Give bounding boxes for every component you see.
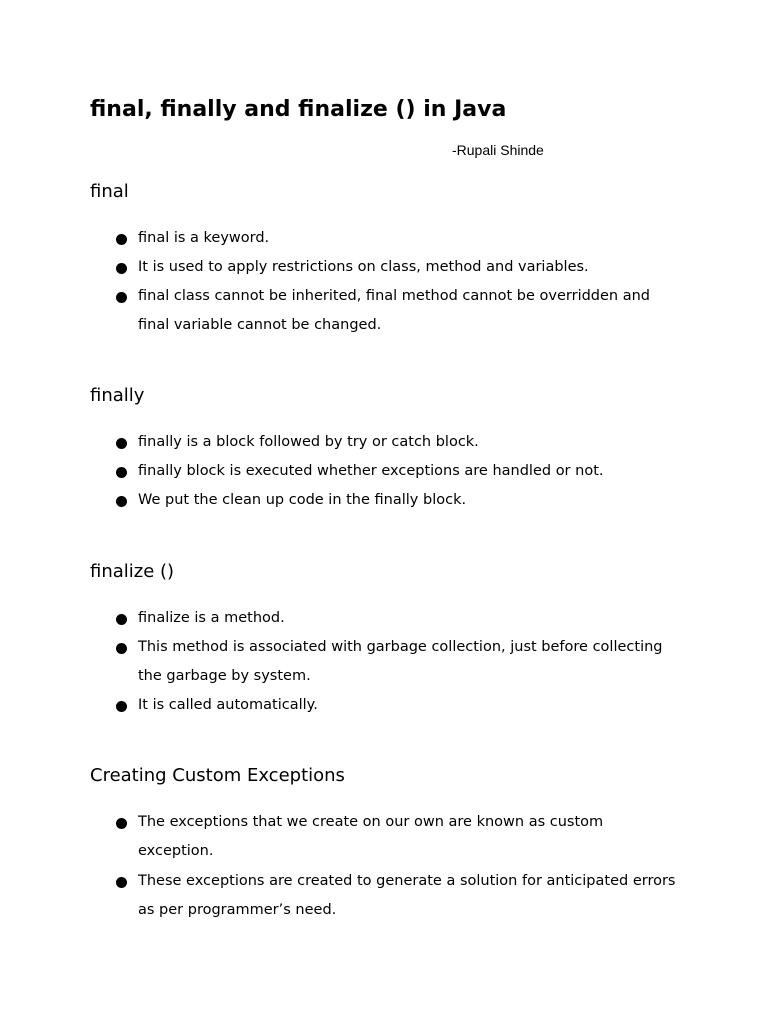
list-item-text: finally is a block followed by try or catch block. <box>138 434 479 450</box>
list-item <box>90 867 690 925</box>
bullet-icon <box>116 496 127 507</box>
list-item <box>90 428 690 457</box>
list-item <box>90 224 690 253</box>
list-item <box>90 457 690 486</box>
bullet-icon <box>116 818 127 829</box>
list-item-text: final class cannot be inherited, final method cannot be overridden and final variable cannot be changed. <box>138 288 651 333</box>
section-heading: Creating Custom Exceptions <box>90 765 345 786</box>
bullet-icon <box>116 643 127 654</box>
list-item-text: finally block is executed whether exceptions are handled or not. <box>138 463 604 479</box>
section-heading: finalize () <box>90 561 175 582</box>
list-item <box>90 486 690 515</box>
list-item <box>90 604 690 633</box>
bullet-list <box>90 428 690 515</box>
list-item-text: It is used to apply restrictions on class, method and variables. <box>138 259 589 275</box>
bullet-icon <box>116 263 127 274</box>
list-item-text: It is called automatically. <box>138 697 318 713</box>
bullet-icon <box>116 614 127 625</box>
section-finally <box>90 384 690 515</box>
bullet-icon <box>116 467 127 478</box>
page-title: final, finally and finalize () in Java <box>90 97 507 122</box>
section-finalize <box>90 560 690 720</box>
list-item <box>90 253 690 282</box>
list-item-text: This method is associated with garbage collection, just before collecting the garbage by system. <box>138 639 663 684</box>
bullet-list <box>90 224 690 340</box>
bullet-list <box>90 808 690 925</box>
bullet-list <box>90 604 690 720</box>
section-heading: final <box>90 181 129 202</box>
section-final <box>90 180 690 340</box>
list-item <box>90 808 690 866</box>
list-item-text: finalize is a method. <box>138 610 285 626</box>
list-item <box>90 633 690 691</box>
section-custom-exceptions <box>90 764 690 925</box>
list-item-text: final is a keyword. <box>138 230 270 246</box>
author-byline: -Rupali Shinde <box>452 142 544 158</box>
list-item-text: These exceptions are created to generate a solution for anticipated errors as per programmer’s need. <box>138 873 676 918</box>
list-item <box>90 282 690 340</box>
section-heading: finally <box>90 385 145 406</box>
list-item-text: The exceptions that we create on our own are known as custom exception. <box>138 814 604 859</box>
bullet-icon <box>116 234 127 245</box>
bullet-icon <box>116 701 127 712</box>
bullet-icon <box>116 292 127 303</box>
bullet-icon <box>116 877 127 888</box>
list-item <box>90 691 690 720</box>
list-item-text: We put the clean up code in the finally block. <box>138 492 467 508</box>
bullet-icon <box>116 438 127 449</box>
